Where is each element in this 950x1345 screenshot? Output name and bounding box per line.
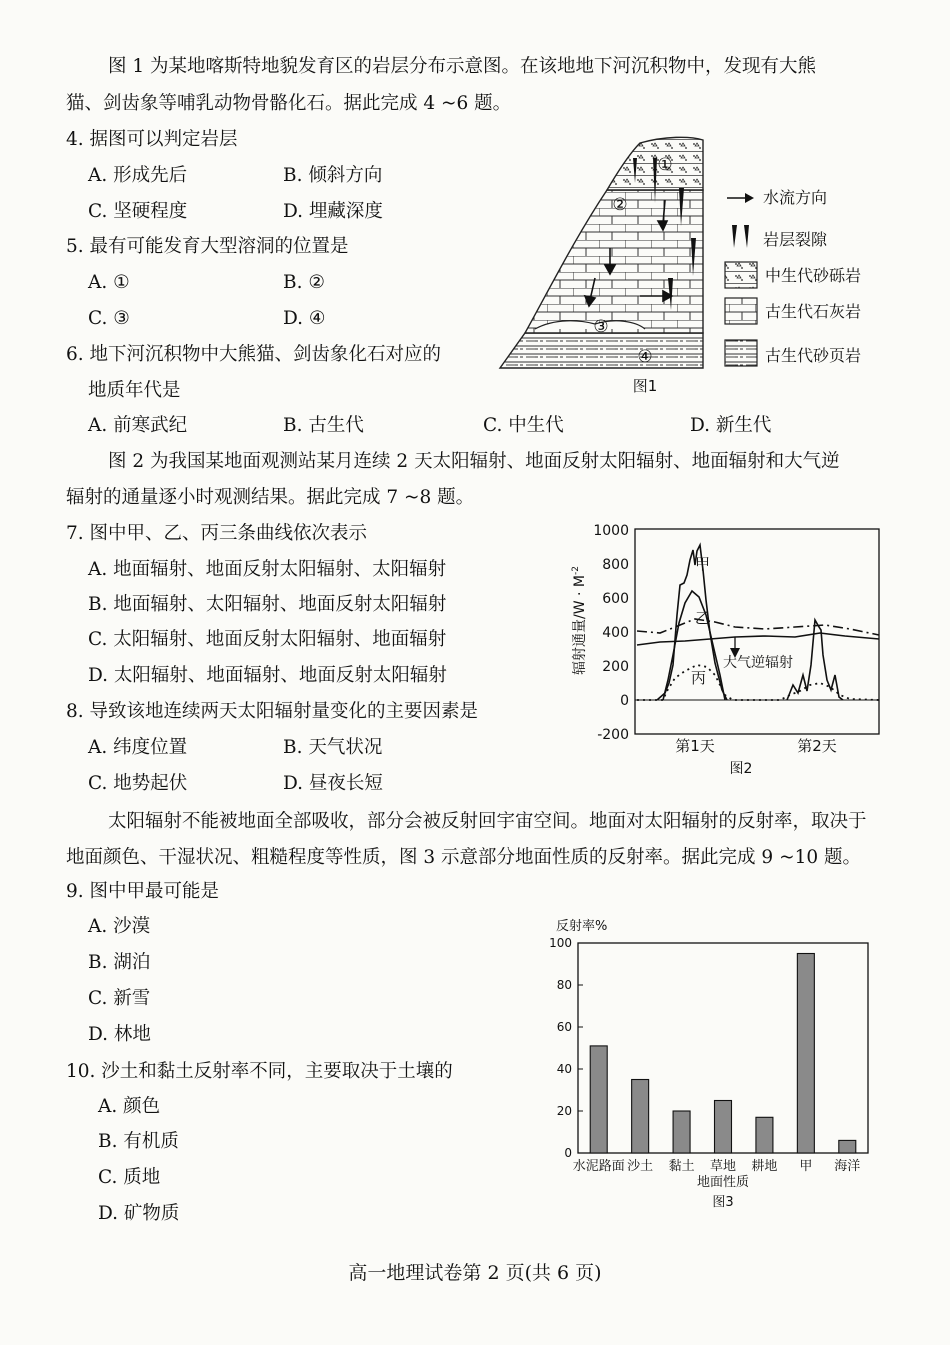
legend-shale [725,340,861,366]
q9-option-c: C. 新雪 [88,988,151,1009]
fig3-category-label: 沙土 [627,1159,654,1174]
q5-option-c: C. ③ [88,308,130,329]
legend-limestone-label: 古生代石灰岩 [765,302,862,321]
curve-atm-counter [637,633,879,645]
fig3-bar [715,1101,732,1154]
q9-stem: 9. 图中甲最可能是 [66,881,220,902]
q9-option-d: D. 林地 [88,1024,151,1045]
fig3-category-label: 耕地 [751,1159,778,1174]
figure-3-caption: 图3 [712,1195,734,1210]
intro2-line1: 图 2 为我国某地面观测站某月连续 2 天太阳辐射、地面反射太阳辐射、地面辐射和大气逆 [108,451,840,472]
fig3-ylabel: 反射率% [556,919,608,934]
legend-flow [727,188,827,207]
q5-option-a: A. ① [88,272,130,293]
q7-option-c: C. 太阳辐射、地面反射太阳辐射、地面辐射 [88,629,447,650]
q4-stem: 4. 据图可以判定岩层 [66,129,238,150]
q9-option-b: B. 湖泊 [88,952,151,973]
q8-stem: 8. 导致该地连续两天太阳辐射量变化的主要因素是 [66,701,479,722]
fig3-bar [756,1117,773,1153]
fig2-ytick: 200 [602,659,629,675]
fig3-bar [797,954,814,1154]
legend-limestone [725,298,861,324]
q10-option-a: A. 颜色 [98,1096,161,1117]
fig2-ylabel-text: 辐射通量/W · M [572,575,588,675]
q4-option-c: C. 坚硬程度 [88,201,188,222]
fig2-ytick: -200 [597,727,629,743]
intro3-line2: 地面颜色、干湿状况、粗糙程度等性质，图 3 示意部分地面性质的反射率。据此完成 9 ~10 题。 [66,847,861,868]
legend-crack [732,225,828,249]
fig3-ytick-label: 100 [549,936,572,950]
q8-option-b: B. 天气状况 [283,737,383,758]
label-3: ③ [593,317,609,337]
fig3-ytick-label: 0 [564,1146,572,1160]
fig3-ytick-label: 80 [556,978,572,992]
fig2-ytick: 400 [602,625,629,641]
q6-option-a: A. 前寒武纪 [88,415,188,436]
fig3-xlabel: 地面性质 [696,1175,750,1190]
figure-1-caption: 图1 [632,377,658,395]
q4-option-b: B. 倾斜方向 [283,165,383,186]
q7-stem: 7. 图中甲、乙、丙三条曲线依次表示 [66,523,368,544]
fig3-category-label: 水泥路面 [572,1159,625,1174]
fig2-ytick: 1000 [593,523,629,539]
curve-jia-day2 [787,620,843,700]
intro2-line2: 辐射的通量逐小时观测结果。据此完成 7 ~8 题。 [66,487,475,508]
fig2-ytick: 800 [602,557,629,573]
fig3-ytick-label: 20 [556,1104,572,1118]
legend-flow-label: 水流方向 [763,188,828,207]
q5-option-b: B. ② [283,272,325,293]
shale-layer [500,333,703,368]
label-4: ④ [637,347,653,367]
figure-2 [565,515,895,780]
q7-option-d: D. 太阳辐射、地面辐射、地面反射太阳辐射 [88,665,447,686]
fig3-bar [839,1140,856,1153]
label-jia: 甲 [695,555,711,573]
fig2-ytick: 0 [620,693,629,709]
fig2-ytick: 600 [602,591,629,607]
q5-stem: 5. 最有可能发育大型溶洞的位置是 [66,236,349,257]
fig2-ylabel-sup: -2 [571,566,581,575]
fig3-bar [673,1111,690,1153]
label-1: ① [657,155,673,175]
q8-option-a: A. 纬度位置 [88,737,188,758]
q6-option-c: C. 中生代 [483,415,564,436]
q10-option-d: D. 矿物质 [98,1203,180,1224]
fig2-ylabel [571,566,588,675]
fig3-bar [632,1080,649,1154]
q6-stem-line1: 6. 地下河沉积物中大熊猫、剑齿象化石对应的 [66,344,442,365]
fig3-bar [590,1046,607,1153]
fig3-category-label: 草地 [709,1159,737,1174]
figure-2-caption: 图2 [729,761,753,777]
figure-1 [495,128,895,400]
q4-option-d: D. 埋藏深度 [283,201,383,222]
q6-option-b: B. 古生代 [283,415,364,436]
label-atm-counter: 大气逆辐射 [723,655,793,671]
fig3-category-label: 甲 [799,1159,813,1174]
q7-option-a: A. 地面辐射、地面反射太阳辐射、太阳辐射 [88,559,447,580]
fig2-xlabel-day2: 第2天 [797,737,837,755]
fig3-category-label: 黏土 [668,1159,695,1174]
fig3-ytick-label: 40 [556,1062,572,1076]
legend-crack-label: 岩层裂隙 [763,230,828,249]
intro3-line1: 太阳辐射不能被地面全部吸收，部分会被反射回宇宙空间。地面对太阳辐射的反射率，取决于 [108,811,867,832]
fig2-xlabel-day1: 第1天 [675,737,715,755]
legend-mesozoic [725,262,861,288]
intro1-line1: 图 1 为某地喀斯特地貌发育区的岩层分布示意图。在该地地下河沉积物中，发现有大熊 [108,56,817,77]
q6-stem-line2: 地质年代是 [88,380,181,401]
figure-3-bar-chart [540,910,880,1215]
q8-option-c: C. 地势起伏 [88,773,188,794]
q8-option-d: D. 昼夜长短 [283,773,383,794]
q7-option-b: B. 地面辐射、太阳辐射、地面反射太阳辐射 [88,594,447,615]
fig2-plot-frame [635,529,879,734]
q5-option-d: D. ④ [283,308,326,329]
intro1-line2: 猫、剑齿象等哺乳动物骨骼化石。据此完成 4 ~6 题。 [66,93,512,114]
fig3-category-label: 海洋 [834,1159,861,1174]
page-footer: 高一地理试卷第 2 页(共 6 页) [348,1262,602,1284]
label-bing: 丙 [691,669,707,687]
label-2: ② [612,195,628,215]
q6-option-d: D. 新生代 [690,415,772,436]
fig3-ytick-label: 60 [556,1020,572,1034]
legend-shale-label: 古生代砂页岩 [765,346,862,365]
q10-stem: 10. 沙土和黏土反射率不同，主要取决于土壤的 [66,1061,453,1082]
legend-mesozoic-label: 中生代砂砾岩 [765,266,862,285]
q10-option-c: C. 质地 [98,1167,161,1188]
q10-option-b: B. 有机质 [98,1131,179,1152]
label-yi: 乙 [695,609,711,627]
q4-option-a: A. 形成先后 [88,165,188,186]
q9-option-a: A. 沙漠 [88,916,151,937]
curve-ground-radiation [637,619,879,635]
